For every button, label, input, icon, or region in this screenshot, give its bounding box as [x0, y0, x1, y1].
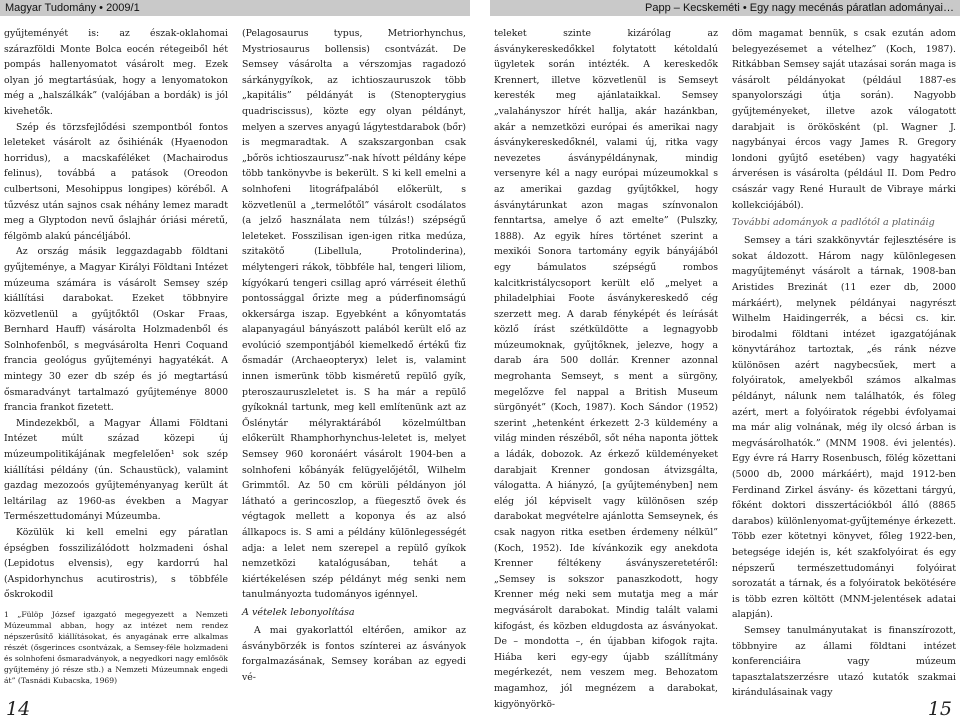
- left-page: [4, 20, 466, 692]
- section-heading: A vételek lebonyolítása: [242, 606, 355, 618]
- footnote: 1 „Fülöp József igazgató megegyezett a Nemzeti Múzeummal abban, hogy az intézet nem rendez népszerűsítő kiállításokat, és anyagának erre alkalmas részét (ősgerinces csontvázak, a Semsey-féle holzmadeni és solnhofeni ősmaradványok, a negyedkori nagy emlősök gyűjtemény jó része stb.) a Nemzeti Múzeumnak engedi át” (Tasnádi Kubacska, 1969): [4, 609, 228, 685]
- paragraph: teleket szinte kizárólag az ásványkereskedőkkel folytatott kétoldalú ügyletek során intézték. A kereskedők Krennert, illetve közvetlenül is Semseyt keresték meg ajánlataikkal. Semsey „valahányszor hírét hallja, akár hazánkban, akár a nemzetközi európai és amerikai nagy ásványkereskedőknél, valami új, ritka vagy nevezetes ásványpéldánynak, mindig versenyre kél a nagy európai múzeumokkal s az amerikai gazdag gyűjtőkkel, hogy ásványtárunkat azon magas színvonalon fenntartsa, amelye ő azt emelte” (Pulszky, 1888). Az egyik híres történet szerint a mexikói Sonora tartomány egyik bányájából egy bámulatos szépségű rombos kalcitkristálycsoport került elő „melyet a philadelphiai Foote ásványkereskedő cég szerzett meg. A darab fényképét és leírását közlő írást szétküldötte a legnagyobb múzeumoknak, gyűjtőknek, jelezve, hogy a darab ára 500 dollár. Krenner azonnal megrohanta Semseyt, s ment a sürgöny, megelőzve fel nappal a British Museum sürgönyét” (Koch, 1987). Koch Sándor (1952) szerint „hetenként érkezett 2-3 küldemény a világ minden részéből, sőt néha naponta jöttek a ládák, dobozok. Az érkező küldeményeket darabjait Krenner gondosan átvizsgálta, válogatta. A hiányzó, [a gyűjteményben] nem elég jól képviselt vagy különösen szép darabokat megvételre ajánlotta Semseynek, és csak nagyon ritka esetben érdemeny nélkül” (Koch, 1952). Ide kívánkozik egy anekdota Krenner féltékeny ásványszeretetéről: „Semsey is sokszor panaszkodott, hogy Krenner még neki sem mutatja meg a már megvásárolt darabokat. Mindig talált valami kifogást, és közben eldugdosta az ásványokat. De – mondotta –, én újabban kifogok rajta. Hiába keri egy-egy újabb szállítmány megérkezét, nem veszem meg. Behozatom magamhoz, jól megnézem a darabokat, kigyönyörkö-: [494, 28, 718, 710]
- paragraph: Szép és törzsfejlődési szempontból fontos leleteket vásárolt az ősihiénák (Hyaenodon horridus), a macskaféléket (Machairodus felinus), továbbá a patások (Oreodon culbertsoni, Mesohippus longipes) köréből. A tűzvész után sajnos csak néhány lemez maradt meg a Glyptodon nevű őslajhár óriási méretű, félgömb alakú páncéljából.: [4, 121, 228, 242]
- left-page-column-1: [4, 26, 228, 692]
- right-page-column-2: [732, 26, 956, 699]
- paragraph: döm magamat bennük, s csak ezután adom belegyezésemet a vételhez” (Koch, 1987). Ritkábban Semsey saját utazásai során maga is vásárolt példányokat (például 1887-es spanyolországi útja során). Nagyobb gyűjteményeket, illetve azok válogatott darabjait is örökösként (pl. Wagner J. nagybányai ércos vagy James R. Gregory londoni gyűjtő esetében) vagy hagyatéki árverésen is vásárolta (például II. Dom Pedro császár vagy René Hurault de Vibraye márki kollekciójából).: [732, 28, 956, 211]
- paragraph: Az ország másik leggazdagabb földtani gyűjteménye, a Magyar Királyi Földtani Intézet múzeuma számára is vásárolt Semsey szép kiállítási darabokat. Ezeket többnyire közvetlenül a gyűjtőktől (Oskar Fraas, Bernhard Hauff) vásárolta Holzmadenből és Solnhofenből, s megvásárolta Henri Coquand francia geológus gyűjteményi hagyatékát. A mintegy 30 ezer db szép és jó megtartású ősmaradványt tartalmazó gyűjteménye 8000 francia frankot fizetett.: [4, 246, 228, 414]
- running-header-right: Papp – Kecskeméti • Egy nagy mecénás páratlan adományai…: [490, 0, 960, 16]
- paragraph: Semsey tanulmányutakat is finanszírozott, többnyire az állami földtani intézet konferenciáira vagy múzeum tapasztalatszerzésre utazó kutatók szakmai kirándulásainak vagy: [732, 624, 956, 699]
- paragraph: gyűjteményét is: az észak-oklahomai szárazföldi Monte Bolca eocén rétegeiből hét pompás hallenyomatot vásárolt meg. Ezek olyan jó megtartásúak, hogy a lenyomatokon még a „halszálkák” (valójában a bordák) is jól kivehetők.: [4, 28, 228, 117]
- page-number-right: 15: [927, 698, 952, 720]
- left-page-column-2: [242, 26, 466, 692]
- running-header-left: Magyar Tudomány • 2009/1: [0, 0, 470, 16]
- paragraph: A mai gyakorlattól eltérően, amikor az ásványbörzék is fontos színterei az ásványok forgalmazásának, Semsey korában az egyedi vé-: [242, 624, 466, 683]
- paragraph: (Pelagosaurus typus, Metriorhynchus, Mystriosaurus bollensis) csontvázát. De Semsey vásárolta a vérszomjas ragadozó sárkánygyíkok, az ichtioszauruszok több „kapitális” példányát is (Stenopterygius quadriscissus), közte egy olyan példányt, melyen a szerves anyagú lágytestdarabok (bőr) is megmaradtak. A szakszargonban csak „bőrös ichtioszaurusz”-nak hívott példány képe több tankönyvbe is bekerült. S ki kell emelni a solnhofeni litográfpalából előkerült, s közvetlenül a „termelőtől” vásárolt csodálatos (a jelző használata nem túlzás!) szépségű leleteket. Fosszilisan igen-igen ritka medúza, szitakötő (Libellula, Protolinderina), mélytengeri rákok, többféle hal, tengeri liliom, kígyókarú tengeri csillag apró várréseit élethű pontossággal őrizte meg a púderfinomságú okkersárga iszap. Egyebként a kőnyomtatás alapanyagául bányászott palából került elő az evolúció szempontjából kiemelkedő értékű ťiz ősmadár (Archaeopteryx) lelet is, valamint innen ismerünk több kisméretű repülő gyík, pteroszauruszleletet is. S ha már a repülő gyíkoknál tartunk, meg kell említenünk azt az Őslénytár mélyraktárából közelmúltban előkerült Rhamphorhynchus-leletet is, melyet Semsey 960 koronáért vásárolt 1904-ben a solnhofeni kőbányák felügyelőjétől, Wilhelm Grimmtől. Az 50 cm körüli példányon jól látható a gerincoszlop, a füegesztő övek és végtagok mellett a koponya és az alsó állkapocs is. S ami a példány különlegességét adja: a lelet nem szerepel a repülő gyíkok nemzetközi katalógusában, tehát a kiértékelésen szép példányt még senki nem tanulmányozta tudományos igénnyel.: [242, 28, 466, 601]
- page-number-left: 14: [6, 698, 31, 720]
- paragraph: Mindezekből, a Magyar Állami Földtani Intézet múlt század közepi új múzeumpolitikájának megfelelően¹ sok szép kiállítási példány (ún. Schaustück), valamint gazdag mezozoós gyűjteményanyag került át leltárilag az 1960-as években a Magyar Természettudományi Múzeumba.: [4, 417, 228, 523]
- section-heading: További adományok a padlótól a platináig: [732, 217, 935, 229]
- right-page-column-1: [494, 26, 718, 710]
- paragraph: Közülük ki kell emelni egy páratlan épségben fosszilizálódott holzmadeni óshal (Lepidotus elvensis), egy kardorrú hal (Aspidorhynchus acutirostris), s többféle őskrokodil: [4, 527, 228, 601]
- paragraph: Semsey a tári szakkönyvtár fejlesztésére is sokat áldozott. Három nagy különlegesen magyűjteményt vásárolt a tárnak, 1908-ban Aristides Brezinát (11 ezer db, 2000 márkáért), melynek példányai nagyrészt Wilhelm Haidingerrék, a bécsi cs. kir. birodalmi földtani intézet igazgatójának könyvtárához tartoztak, „és ránk nézve különösen azért nagybecsűek, mert a folyóiratok, amelyekből számos alkalmas példányt, nálunk nem találhatók, és föleg azért, mert a folyóiratok régebbi évfolyamai ma már alig volnának, még ily olcsó árban is megvásárolhatók.” (MNM 1908. évi jelentés). Egy évre rá Harry Rosenbusch, fölég közettani (5000 db, 2000 márkáért), majd 1912-ben Ferdinand Zirkel ásvány- és közettani tárgyú, főként doktori disszertációkból álló (8865 darabos) különlenyomat-gyűjteménye érkezett. Több ezer kötetnyi könyvet, főleg 1922-ben, betegsége idején is, két szakfolyóirat és egy népszerű természettudományi folyóirat sorozatát a tárnak, és a folyóiratok bekötésére is több ezren költött (MNM-jelentések adatai alapján).: [732, 235, 956, 621]
